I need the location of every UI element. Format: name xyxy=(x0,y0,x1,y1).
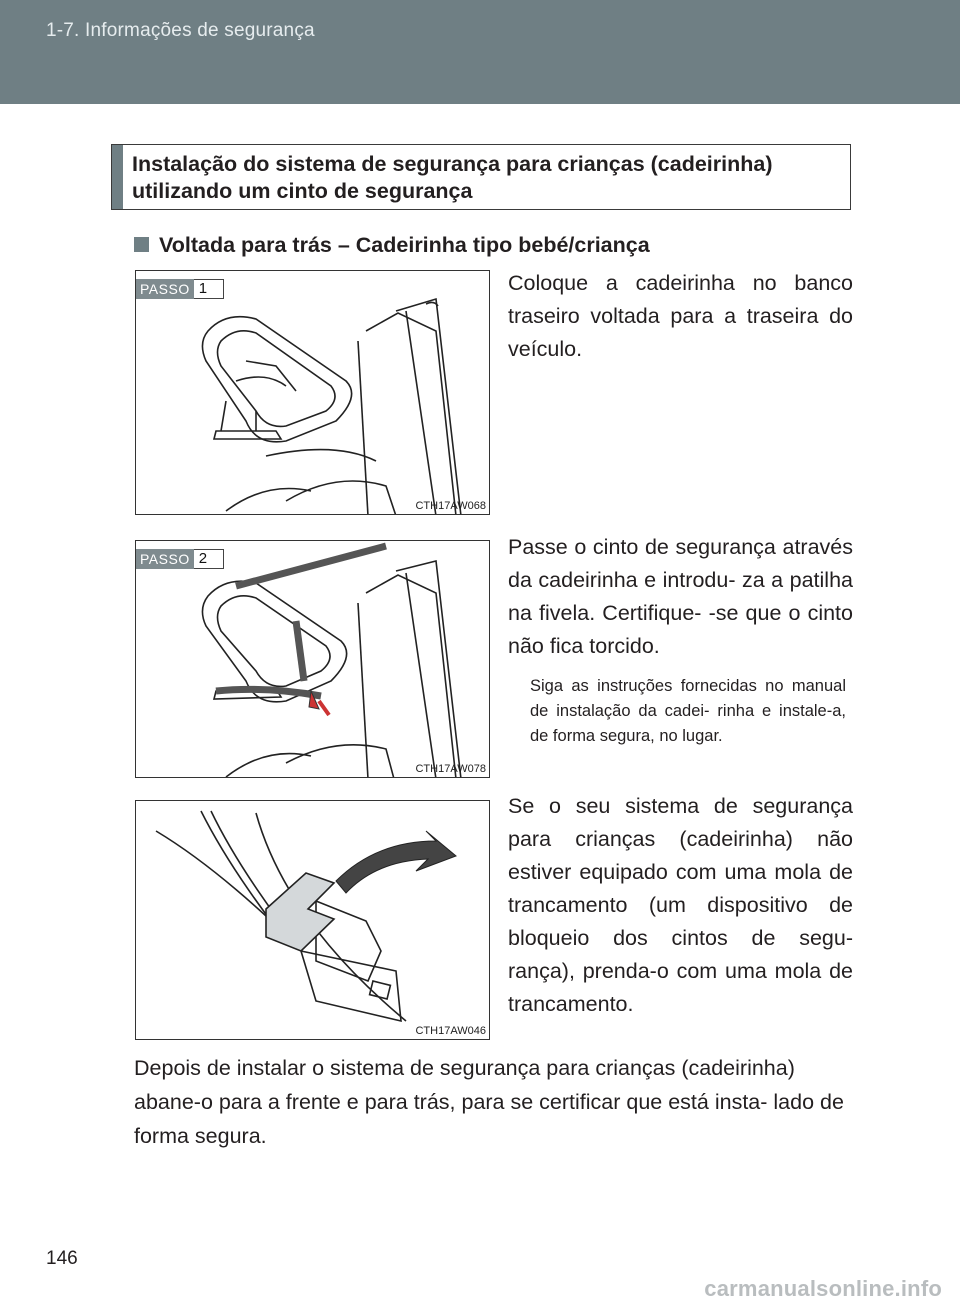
step-badge-number: 1 xyxy=(194,279,224,299)
section-title: 1-7. Informações de segurança xyxy=(46,20,315,41)
subheading-text: Voltada para trás – Cadeirinha tipo bebé/criança xyxy=(159,233,650,257)
step-badge-label: PASSO xyxy=(136,549,194,569)
header-band xyxy=(0,0,960,104)
locking-clip-text: Se o seu sistema de segurança para crianças (cadeirinha) não estiver equipado com uma mola de trancamento (um dispositivo de bloqueio dos cintos de segu- rança), prenda-o com uma mola de trancamento. xyxy=(508,794,853,1016)
figure-locking-clip xyxy=(135,800,490,1040)
figure-code: CTH17AW046 xyxy=(415,1025,486,1037)
title-line-1: Instalação do sistema de segurança para crianças (cadeirinha) xyxy=(132,152,773,176)
title-text xyxy=(132,151,840,205)
closing-paragraph: Depois de instalar o sistema de segurança para crianças (cadeirinha) abane-o para a frente e para trás, para se certificar que está insta- lado de forma segura. xyxy=(134,1056,844,1148)
figure-code: CTH17AW078 xyxy=(415,763,486,775)
step-1-text: Coloque a cadeirinha no banco traseiro voltada para a traseira do veículo. xyxy=(508,271,853,361)
subheading xyxy=(134,233,650,258)
step-badge-label: PASSO xyxy=(136,279,194,299)
square-bullet-icon xyxy=(134,237,149,252)
locking-clip-illustration xyxy=(136,801,490,1040)
watermark: carmanualsonline.info xyxy=(704,1276,942,1301)
step-2-badge xyxy=(136,549,224,569)
figure-code: CTH17AW068 xyxy=(415,500,486,512)
belt-routing-illustration xyxy=(136,541,490,778)
step-2-note: Siga as instruções fornecidas no manual de instalação da cadei- rinha e instale-a, de forma segura, no lugar. xyxy=(530,677,846,745)
title-line-2: utilizando um cinto de segurança xyxy=(132,179,473,203)
figure-step-2 xyxy=(135,540,490,778)
rear-facing-seat-illustration xyxy=(136,271,490,515)
figure-step-1 xyxy=(135,270,490,515)
step-1-badge xyxy=(136,279,224,299)
page-number: 146 xyxy=(46,1248,78,1269)
title-accent-bar xyxy=(112,145,123,209)
step-2-text: Passe o cinto de segurança através da cadeirinha e introdu- za a patilha na fivela. Certifique- -se que o cinto não fica torcido. xyxy=(508,535,853,658)
step-badge-number: 2 xyxy=(194,549,224,569)
title-box xyxy=(111,144,851,210)
